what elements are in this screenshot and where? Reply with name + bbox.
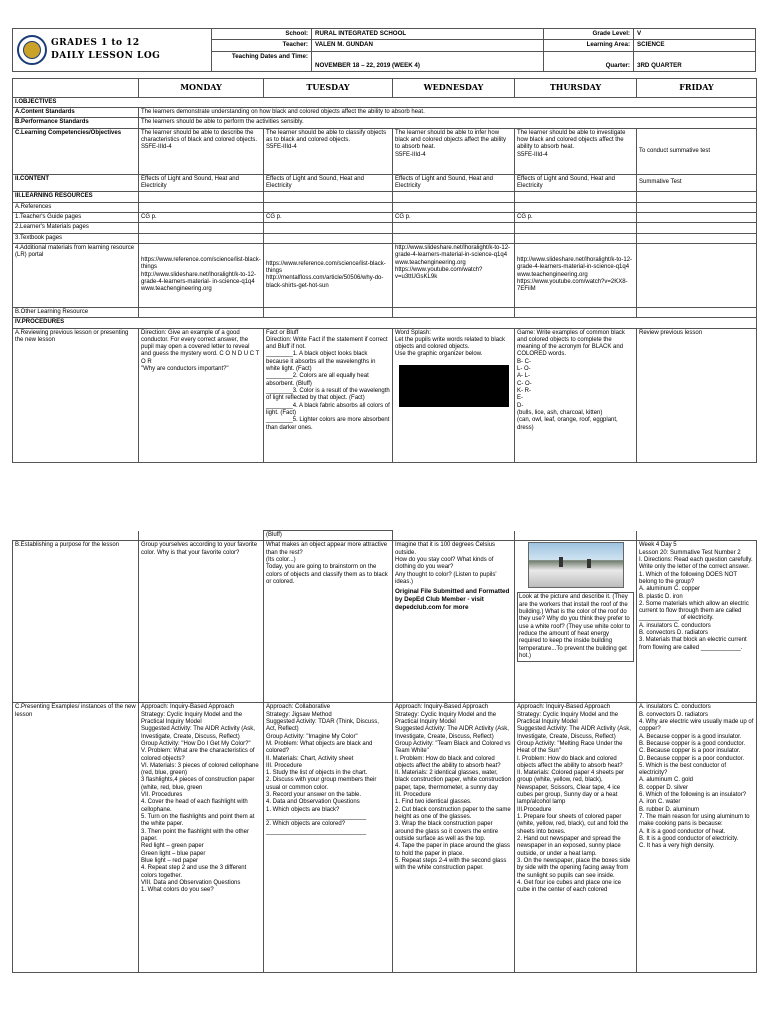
- learner-label: 2.Learner's Materials pages: [13, 223, 139, 233]
- performance-label: B.Performance Standards: [13, 118, 139, 128]
- resources-label: III.LEARNING RESOURCES: [13, 192, 139, 202]
- competency-friday: To conduct summative test: [637, 128, 757, 174]
- content-standards-label: A.Content Standards: [13, 108, 139, 118]
- day-thursday: THURSDAY: [515, 79, 637, 98]
- reviewing-wednesday-cell: [393, 328, 515, 462]
- reviewing-wednesday: Word Splash: Let the pupils write words related to black objects and colored objects. Use the graphic organizer below.: [395, 329, 506, 358]
- objectives-heading: I.OBJECTIVES: [13, 97, 757, 107]
- additional-label: 4.Additional materials from learning resource (LR) portal: [13, 243, 139, 307]
- day-wednesday: WEDNESDAY: [393, 79, 515, 98]
- guide-wednesday: CG p.: [393, 212, 515, 222]
- competency-tuesday: The learner should be able to classify objects as to black and colored objects. S5FE-IIId-4: [264, 128, 393, 174]
- performance-text: The learners should be able to perform the activities sensibly.: [139, 118, 757, 128]
- examples-wednesday: Approach: Inquiry-Based Approach Strategy: Cyclic Inquiry Model and the Practical Inquiry Model Suggested Activity: The AIDR Activity (Ask, Investigate, Create, Discuss, Reflect) Group Activity: "Team Black and Colored vs Team White" I. Problem: How do black and colored objects affect the ability to absorb heat? II. Materials: 2 identical glasses, water, black construction paper, white construction paper, tape, thermometer, a sunny day III. Procedure 1. Find two identical glasses. 2. Cut black construction paper to the same height as one of the glasses. 3. Wrap the black construction paper around the glass so it covers the entire outside surface as well as the top. 4. Tape the paper in place around the glass to hold the paper in place. 5. Repeat steps 2-4 with the second glass with the white construction paper.: [393, 703, 515, 973]
- other-resource-label: B.Other Learning Resource: [13, 307, 139, 317]
- content-label: II.CONTENT: [13, 174, 139, 192]
- day-friday: FRIDAY: [637, 79, 757, 98]
- content-standards-text: The learners demonstrate understanding on how black and colored objects affect the ability to absorb heat.: [139, 108, 757, 118]
- grade-value: V: [634, 29, 756, 40]
- dates-label: Teaching Dates and Time:: [212, 51, 312, 72]
- content-wednesday: Effects of Light and Sound, Heat and Electricity: [393, 174, 515, 192]
- bluff-continuation: (Bluff): [264, 531, 393, 541]
- additional-monday: https://www.reference.com/science/list-black-things http://www.slideshare.net/lhoralight/k-to-12-grade-4-learners-material- in-science-q1q4 www.teachengineering.org: [139, 243, 264, 307]
- title-line-1: GRADES 1 to 12: [51, 37, 140, 48]
- content-tuesday: Effects of Light and Sound, Heat and Electricity: [264, 174, 393, 192]
- content-friday: Summative Test: [637, 174, 757, 192]
- guide-thursday: CG p.: [515, 212, 637, 222]
- reviewing-label: A.Reviewing previous lesson or presenting the new lesson: [13, 328, 139, 462]
- additional-wednesday: http://www.slideshare.net/lhoralight/k-to-12-grade-4-learners-material-in-science-q1q4 www.teachengineering.org https://www.youtube.com/watch?v=u3ttUGsKL9k: [393, 243, 515, 307]
- procedures-heading: IV.PROCEDURES: [13, 318, 757, 328]
- lesson-log-page-1: [12, 28, 756, 472]
- guide-tuesday: CG p.: [264, 212, 393, 222]
- day-monday: MONDAY: [139, 79, 264, 98]
- examples-label: C.Presenting Examples/ instances of the new lesson: [13, 703, 139, 973]
- purpose-friday: Week 4 Day 5 Lesson 20: Summative Test Number 2 I. Directions: Read each question carefully. Write only the letter of the correct answer. 1. Which of the following DOES NOT belong to the group? A. aluminum C. copper B. plastic D. iron 2. Some materials which allow an electric current to flow through them are called ____________ of electricity. A. insulators C. conductors B. convectors D. radiators 3. Materials that block an electric current from flowing are called ____________.: [637, 541, 757, 703]
- content-thursday: Effects of Light and Sound, Heat and Electricity: [515, 174, 637, 192]
- competency-monday: The learner should be able to describe the characteristics of black and colored objects. S5FE-IIId-4: [139, 128, 264, 174]
- deped-seal-icon: [17, 35, 47, 65]
- additional-thursday: http://www.slideshare.net/lhoralight/k-to-12-grade-4-learners-material-in-science-q1q4 www.teachengineering.org https://www.youtube.com/watch?v=2KX8-7EFiiM: [515, 243, 637, 307]
- purpose-wednesday: Imagine that it is 100 degrees Celsius outside. How do you stay cool? What kinds of clothing do you wear? Any thought to color? (Listen to pupils' ideas.): [395, 542, 497, 585]
- purpose-label: B.Establishing a purpose for the lesson: [13, 541, 139, 703]
- depedclub-watermark: Original File Submitted and Formatted by DepEd Club Member - visit depedclub.com for more: [395, 588, 510, 611]
- word-splash-graphic-organizer: [399, 365, 509, 407]
- competency-thursday: The learner should be able to investigate how black and colored objects affect the ability to absorb heat. S5FE-IIId-4: [515, 128, 637, 174]
- examples-friday: A. insulators C. conductors B. convectors D. radiators 4. Why are electric wire usually made up of copper? A. Because copper is a good insulator. B. Because copper is a good conductor. C. Because copper is a poor insulator. D. Because copper is a poor conductor. 5. Which is the best conductor of electricity? A. aluminum C. gold B. copper D. silver 6. Which of the following is an insulator? A. iron C. water B. rubber D. aluminum 7. The main reason for using aluminum to make cooking pans is because: A. It is a good conductor of heat. B. It is a good conductor of electricity. C. It has a very high density.: [637, 703, 757, 973]
- quarter-label: Quarter:: [544, 51, 634, 72]
- area-value: SCIENCE: [634, 40, 756, 51]
- school-label: School:: [212, 29, 312, 40]
- references-label: A.References: [13, 202, 139, 212]
- purpose-thursday-cell: [515, 541, 637, 703]
- reviewing-monday: Direction: Give an example of a good conductor. For every correct answer, the pupil may open a covered letter to reveal and guess the mystery word. C O N D U C T O R "Why are conductors important?": [139, 328, 264, 462]
- examples-thursday: Approach: Inquiry-Based Approach Strategy: Cyclic Inquiry Model and the Practical Inquiry Model Suggested Activity: The AIDR Activity (Ask, Investigate, Create, Discuss, Reflect) Group Activity: "Melting Race Under the Heat of the Sun" I. Problem: How do black and colored objects affect the ability to absorb heat? II. Materials: Colored paper 4 sheets per group (white, yellow, red, black), Newspaper, Scissors, Clear tape, 4 ice cubes per group, Sunny day or a heat lamp/alcohol lamp III.Procedure 1. Prepare four sheets of colored paper (white, yellow, red, black), cut and fold the sheets into boxes. 2. Hand out newspaper and spread the newspaper in an exposed, sunny place outside, or under a heat lamp. 3. On the newspaper, place the boxes side by side with the opening facing away from the sunlight so pupils can see inside. 4. Get four ice cubes and place one ice cube in the center of each colored: [515, 703, 637, 973]
- purpose-monday: Group yourselves according to your favorite color. Why is that your favorite color?: [139, 541, 264, 703]
- school-value: RURAL INTEGRATED SCHOOL: [312, 29, 544, 40]
- competencies-label: C.Learning Competencies/Objectives: [13, 128, 139, 174]
- purpose-wednesday-cell: [393, 541, 515, 703]
- grade-label: Grade Level:: [544, 29, 634, 40]
- textbook-label: 3.Textbook pages: [13, 233, 139, 243]
- additional-friday: [637, 243, 757, 307]
- teacher-label: Teacher:: [212, 40, 312, 51]
- day-tuesday: TUESDAY: [264, 79, 393, 98]
- competency-wednesday: The learner should be able to infer how black and colored objects affect the ability to absorb heat. S5FE-IIId-4: [393, 128, 515, 174]
- lesson-log-page-2: [12, 530, 756, 974]
- lesson-table-page-2: [12, 530, 757, 973]
- purpose-tuesday: What makes an object appear more attractive than the rest? (Its color...) Today, you are going to brainstorm on the colors of objects and classify them as to black or colored.: [264, 541, 393, 703]
- examples-monday: Approach: Inquiry-Based Approach Strategy: Cyclic Inquiry Model and the Practical Inquiry Model Suggested Activity: The AIDR Activity (Ask, Investigate, Create, Discuss, Reflect) Group Activity: "How Do I Get My Color?" V. Problem: What are the characteristics of colored objects? VI. Materials: 3 pieces of colored cellophane (red, blue, green) 3 flashlights,4 pieces of construction paper (white, red, blue, green VII. Procedures 4. Cover the head of each flashlight with cellophane. 5. Turn on the flashlights and point them at the white paper. 3. Then point the flashlight with the other paper. Red light – green paper Green light – blue paper Blue light – red paper 4. Repeat step 2 and use the 3 different colors together. VIII. Data and Observation Questions 1. What colors do you see?: [139, 703, 264, 973]
- reviewing-tuesday: Fact or Bluff Direction: Write Fact if the statement if correct and Bluff if not. ________1. A black object looks black because it absorbs all the wavelengths in white light. (Fact) ________2. Colors are all equally heat absorbent. (Bluff) ________3. Color is a result of the wavelength of light reflected by that object. (Fact) ________4. A black fabric absorbs all colors of light. (Fact) ________5. Lighter colors are more absorbent than darker ones.: [264, 328, 393, 462]
- content-monday: Effects of Light and Sound, Heat and Electricity: [139, 174, 264, 192]
- guide-friday: [637, 212, 757, 222]
- reviewing-thursday: Game: Write examples of common black and colored objects to complete the meaning of the acronym for BLACK and COLORED words. B- C- L- O- A- L- C- O- K- R- E- D- (bulls, lice, ash, charcoal, kitten) (can, owl, leaf, orange, roof, eggplant, dress): [515, 328, 637, 462]
- title-line-2: DAILY LESSON LOG: [51, 51, 161, 61]
- lesson-table-page-1: [12, 78, 757, 463]
- day-header-row: [13, 79, 757, 98]
- guide-label: 1.Teacher's Guide pages: [13, 212, 139, 222]
- white-roof-photo: [528, 542, 624, 588]
- purpose-thursday: Look at the picture and describe it. (They are the workers that install the roof of the building.) What is the color of the roof do they use? Why do you think they prefer to use a white roof? (They use white color to reduce the amount of heat energy required to keep the inside building temperature...To prevent the building get hot.): [517, 592, 634, 662]
- additional-tuesday: https://www.reference.com/science/list-black-things http://mentalfloss.com/article/50506/why-do-black-shirts-get-hot-sun: [264, 243, 393, 307]
- guide-monday: CG p.: [139, 212, 264, 222]
- area-label: Learning Area:: [544, 40, 634, 51]
- dates-value: NOVEMBER 18 – 22, 2019 (WEEK 4): [312, 51, 544, 72]
- log-header: [12, 28, 756, 72]
- header-info-table: [211, 28, 756, 72]
- examples-tuesday: Approach: Collaborative Strategy: Jigsaw Method Suggested Activity: TDAR (Think, Discuss, Act, Reflect) Group Activity: "Imagine My Color" M. Problem: What objects are black and colored? II. Materials: Chart, Activity sheet III. Procedure 1. Study the list of objects in the chart. 2. Discuss with your group members their usual or common color. 3. Record your answer on the table. 4. Data and Observation Questions 1. Which objects are black? ______________________________ 2. Which objects are colored? ______________________________: [264, 703, 393, 973]
- logo-block: [12, 28, 211, 72]
- teacher-value: VALEN M. GUNDAN: [312, 40, 544, 51]
- quarter-value: 3RD QUARTER: [634, 51, 756, 72]
- reviewing-friday: Review previous lesson: [637, 328, 757, 462]
